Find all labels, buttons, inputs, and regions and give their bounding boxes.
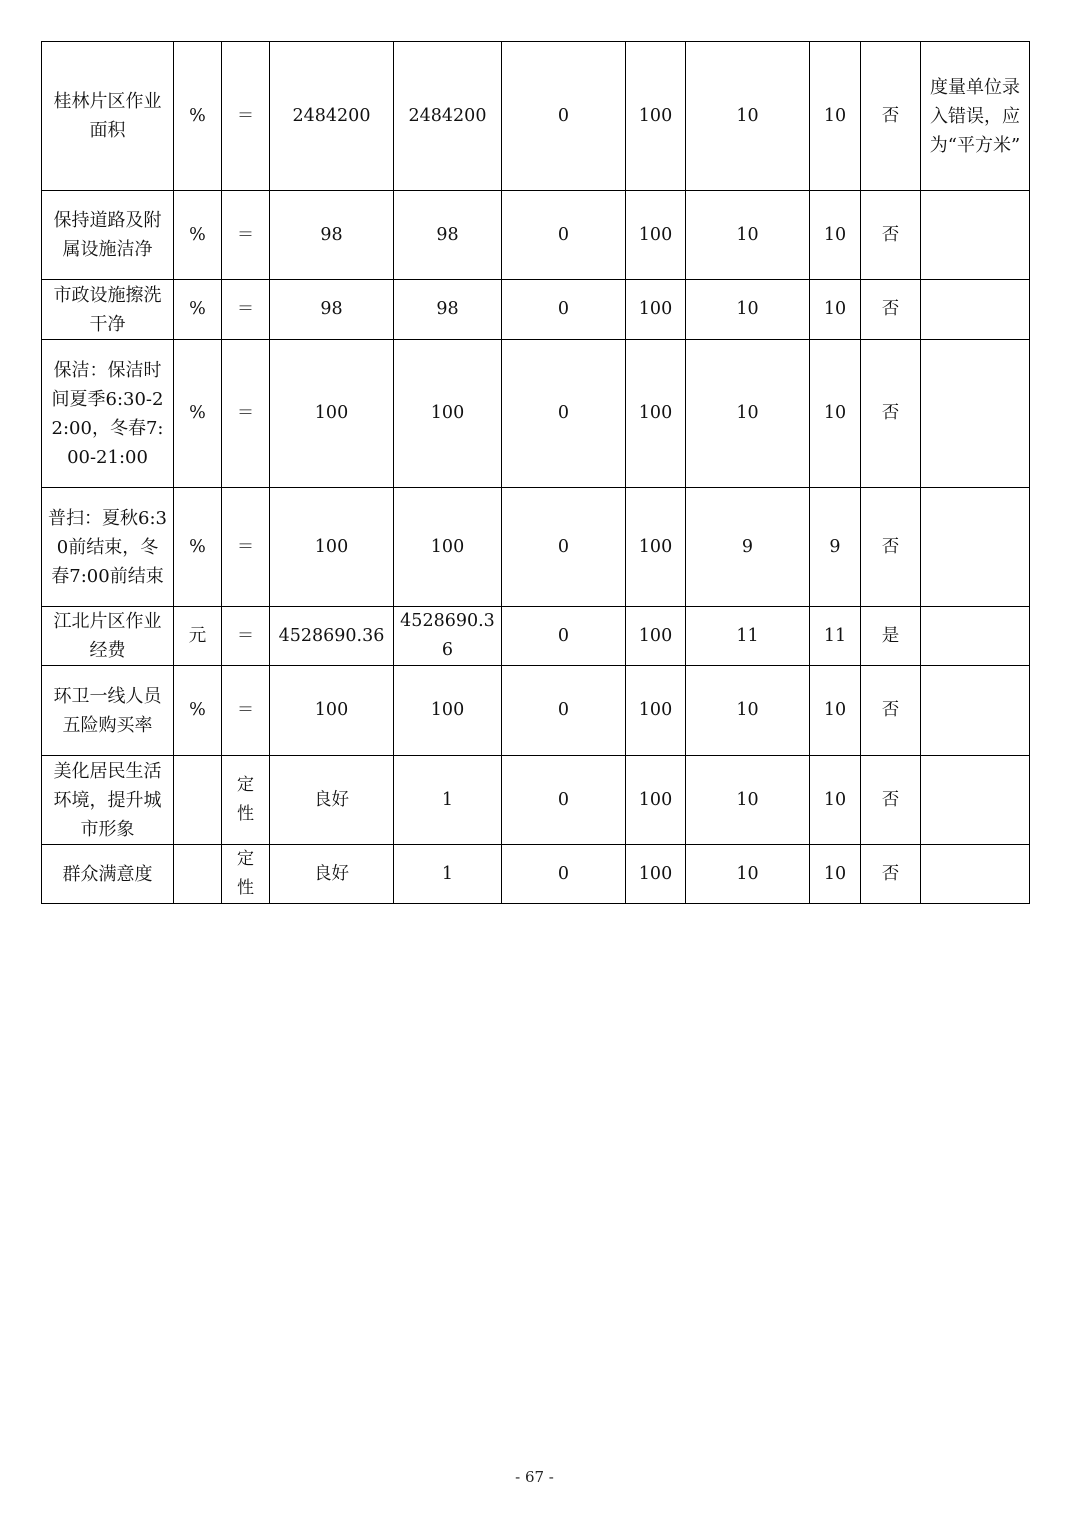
completion-rate-cell: 100 — [626, 756, 686, 845]
indicator-name-cell: 保持道路及附属设施洁净 — [42, 191, 174, 280]
flag-cell: 否 — [861, 280, 921, 340]
indicator-name-cell: 市政设施擦洗干净 — [42, 280, 174, 340]
weight-cell: 10 — [686, 666, 810, 756]
deviation-cell: 0 — [502, 340, 626, 488]
completion-rate-cell: 100 — [626, 666, 686, 756]
note-cell: 度量单位录入错误，应为“平方米” — [921, 42, 1030, 191]
unit-cell: % — [174, 42, 222, 191]
target-value-cell: 98 — [270, 280, 394, 340]
table-body — [42, 42, 1030, 904]
note-cell — [921, 666, 1030, 756]
deviation-cell: 0 — [502, 191, 626, 280]
unit-cell: % — [174, 340, 222, 488]
deviation-cell: 0 — [502, 488, 626, 607]
actual-value-cell: 4528690.36 — [394, 607, 502, 666]
table-row — [42, 340, 1030, 488]
deviation-cell: 0 — [502, 666, 626, 756]
note-cell — [921, 488, 1030, 607]
flag-cell: 否 — [861, 191, 921, 280]
note-cell — [921, 756, 1030, 845]
weight-cell: 10 — [686, 845, 810, 904]
indicator-name-cell: 保洁：保洁时间夏季6:30-22:00，冬春7:00-21:00 — [42, 340, 174, 488]
operator-cell: ＝ — [222, 666, 270, 756]
unit-cell: % — [174, 191, 222, 280]
completion-rate-cell: 100 — [626, 340, 686, 488]
flag-cell: 否 — [861, 845, 921, 904]
operator-cell: ＝ — [222, 191, 270, 280]
unit-cell: % — [174, 488, 222, 607]
actual-value-cell: 100 — [394, 666, 502, 756]
table-row — [42, 191, 1030, 280]
weight-cell: 10 — [686, 42, 810, 191]
operator-cell: 定性 — [222, 756, 270, 845]
score-cell: 10 — [810, 756, 861, 845]
note-cell — [921, 845, 1030, 904]
table-row — [42, 42, 1030, 191]
unit-cell — [174, 845, 222, 904]
completion-rate-cell: 100 — [626, 845, 686, 904]
table-row — [42, 756, 1030, 845]
target-value-cell: 良好 — [270, 845, 394, 904]
actual-value-cell: 1 — [394, 845, 502, 904]
completion-rate-cell: 100 — [626, 42, 686, 191]
score-cell: 10 — [810, 42, 861, 191]
score-cell: 10 — [810, 666, 861, 756]
deviation-cell: 0 — [502, 756, 626, 845]
weight-cell: 11 — [686, 607, 810, 666]
unit-cell: 元 — [174, 607, 222, 666]
performance-table — [41, 41, 1030, 904]
score-cell: 10 — [810, 340, 861, 488]
deviation-cell: 0 — [502, 42, 626, 191]
indicator-name-cell: 普扫：夏秋6:30前结束，冬春7:00前结束 — [42, 488, 174, 607]
target-value-cell: 98 — [270, 191, 394, 280]
deviation-cell: 0 — [502, 280, 626, 340]
operator-cell: ＝ — [222, 42, 270, 191]
flag-cell: 否 — [861, 488, 921, 607]
score-cell: 10 — [810, 280, 861, 340]
operator-cell: ＝ — [222, 607, 270, 666]
page-number: - 67 - — [515, 1468, 554, 1486]
unit-cell — [174, 756, 222, 845]
table-row — [42, 845, 1030, 904]
actual-value-cell: 98 — [394, 191, 502, 280]
target-value-cell: 100 — [270, 666, 394, 756]
weight-cell: 10 — [686, 756, 810, 845]
indicator-name-cell: 桂林片区作业面积 — [42, 42, 174, 191]
operator-cell: 定性 — [222, 845, 270, 904]
unit-cell: % — [174, 666, 222, 756]
operator-cell: ＝ — [222, 488, 270, 607]
operator-cell: ＝ — [222, 280, 270, 340]
flag-cell: 否 — [861, 756, 921, 845]
actual-value-cell: 1 — [394, 756, 502, 845]
flag-cell: 否 — [861, 42, 921, 191]
target-value-cell: 100 — [270, 488, 394, 607]
actual-value-cell: 2484200 — [394, 42, 502, 191]
completion-rate-cell: 100 — [626, 607, 686, 666]
note-cell — [921, 280, 1030, 340]
indicator-name-cell: 群众满意度 — [42, 845, 174, 904]
table-row — [42, 666, 1030, 756]
table-row — [42, 488, 1030, 607]
score-cell: 11 — [810, 607, 861, 666]
indicator-name-cell: 江北片区作业经费 — [42, 607, 174, 666]
actual-value-cell: 100 — [394, 488, 502, 607]
completion-rate-cell: 100 — [626, 488, 686, 607]
note-cell — [921, 340, 1030, 488]
target-value-cell: 2484200 — [270, 42, 394, 191]
weight-cell: 10 — [686, 191, 810, 280]
table-row — [42, 607, 1030, 666]
target-value-cell: 良好 — [270, 756, 394, 845]
operator-cell: ＝ — [222, 340, 270, 488]
flag-cell: 否 — [861, 340, 921, 488]
score-cell: 10 — [810, 845, 861, 904]
flag-cell: 否 — [861, 666, 921, 756]
weight-cell: 10 — [686, 280, 810, 340]
indicator-name-cell: 美化居民生活环境，提升城市形象 — [42, 756, 174, 845]
completion-rate-cell: 100 — [626, 280, 686, 340]
note-cell — [921, 191, 1030, 280]
indicator-name-cell: 环卫一线人员五险购买率 — [42, 666, 174, 756]
completion-rate-cell: 100 — [626, 191, 686, 280]
target-value-cell: 4528690.36 — [270, 607, 394, 666]
flag-cell: 是 — [861, 607, 921, 666]
unit-cell: % — [174, 280, 222, 340]
table-row — [42, 280, 1030, 340]
target-value-cell: 100 — [270, 340, 394, 488]
score-cell: 10 — [810, 191, 861, 280]
weight-cell: 10 — [686, 340, 810, 488]
actual-value-cell: 98 — [394, 280, 502, 340]
note-cell — [921, 607, 1030, 666]
actual-value-cell: 100 — [394, 340, 502, 488]
deviation-cell: 0 — [502, 845, 626, 904]
weight-cell: 9 — [686, 488, 810, 607]
deviation-cell: 0 — [502, 607, 626, 666]
score-cell: 9 — [810, 488, 861, 607]
